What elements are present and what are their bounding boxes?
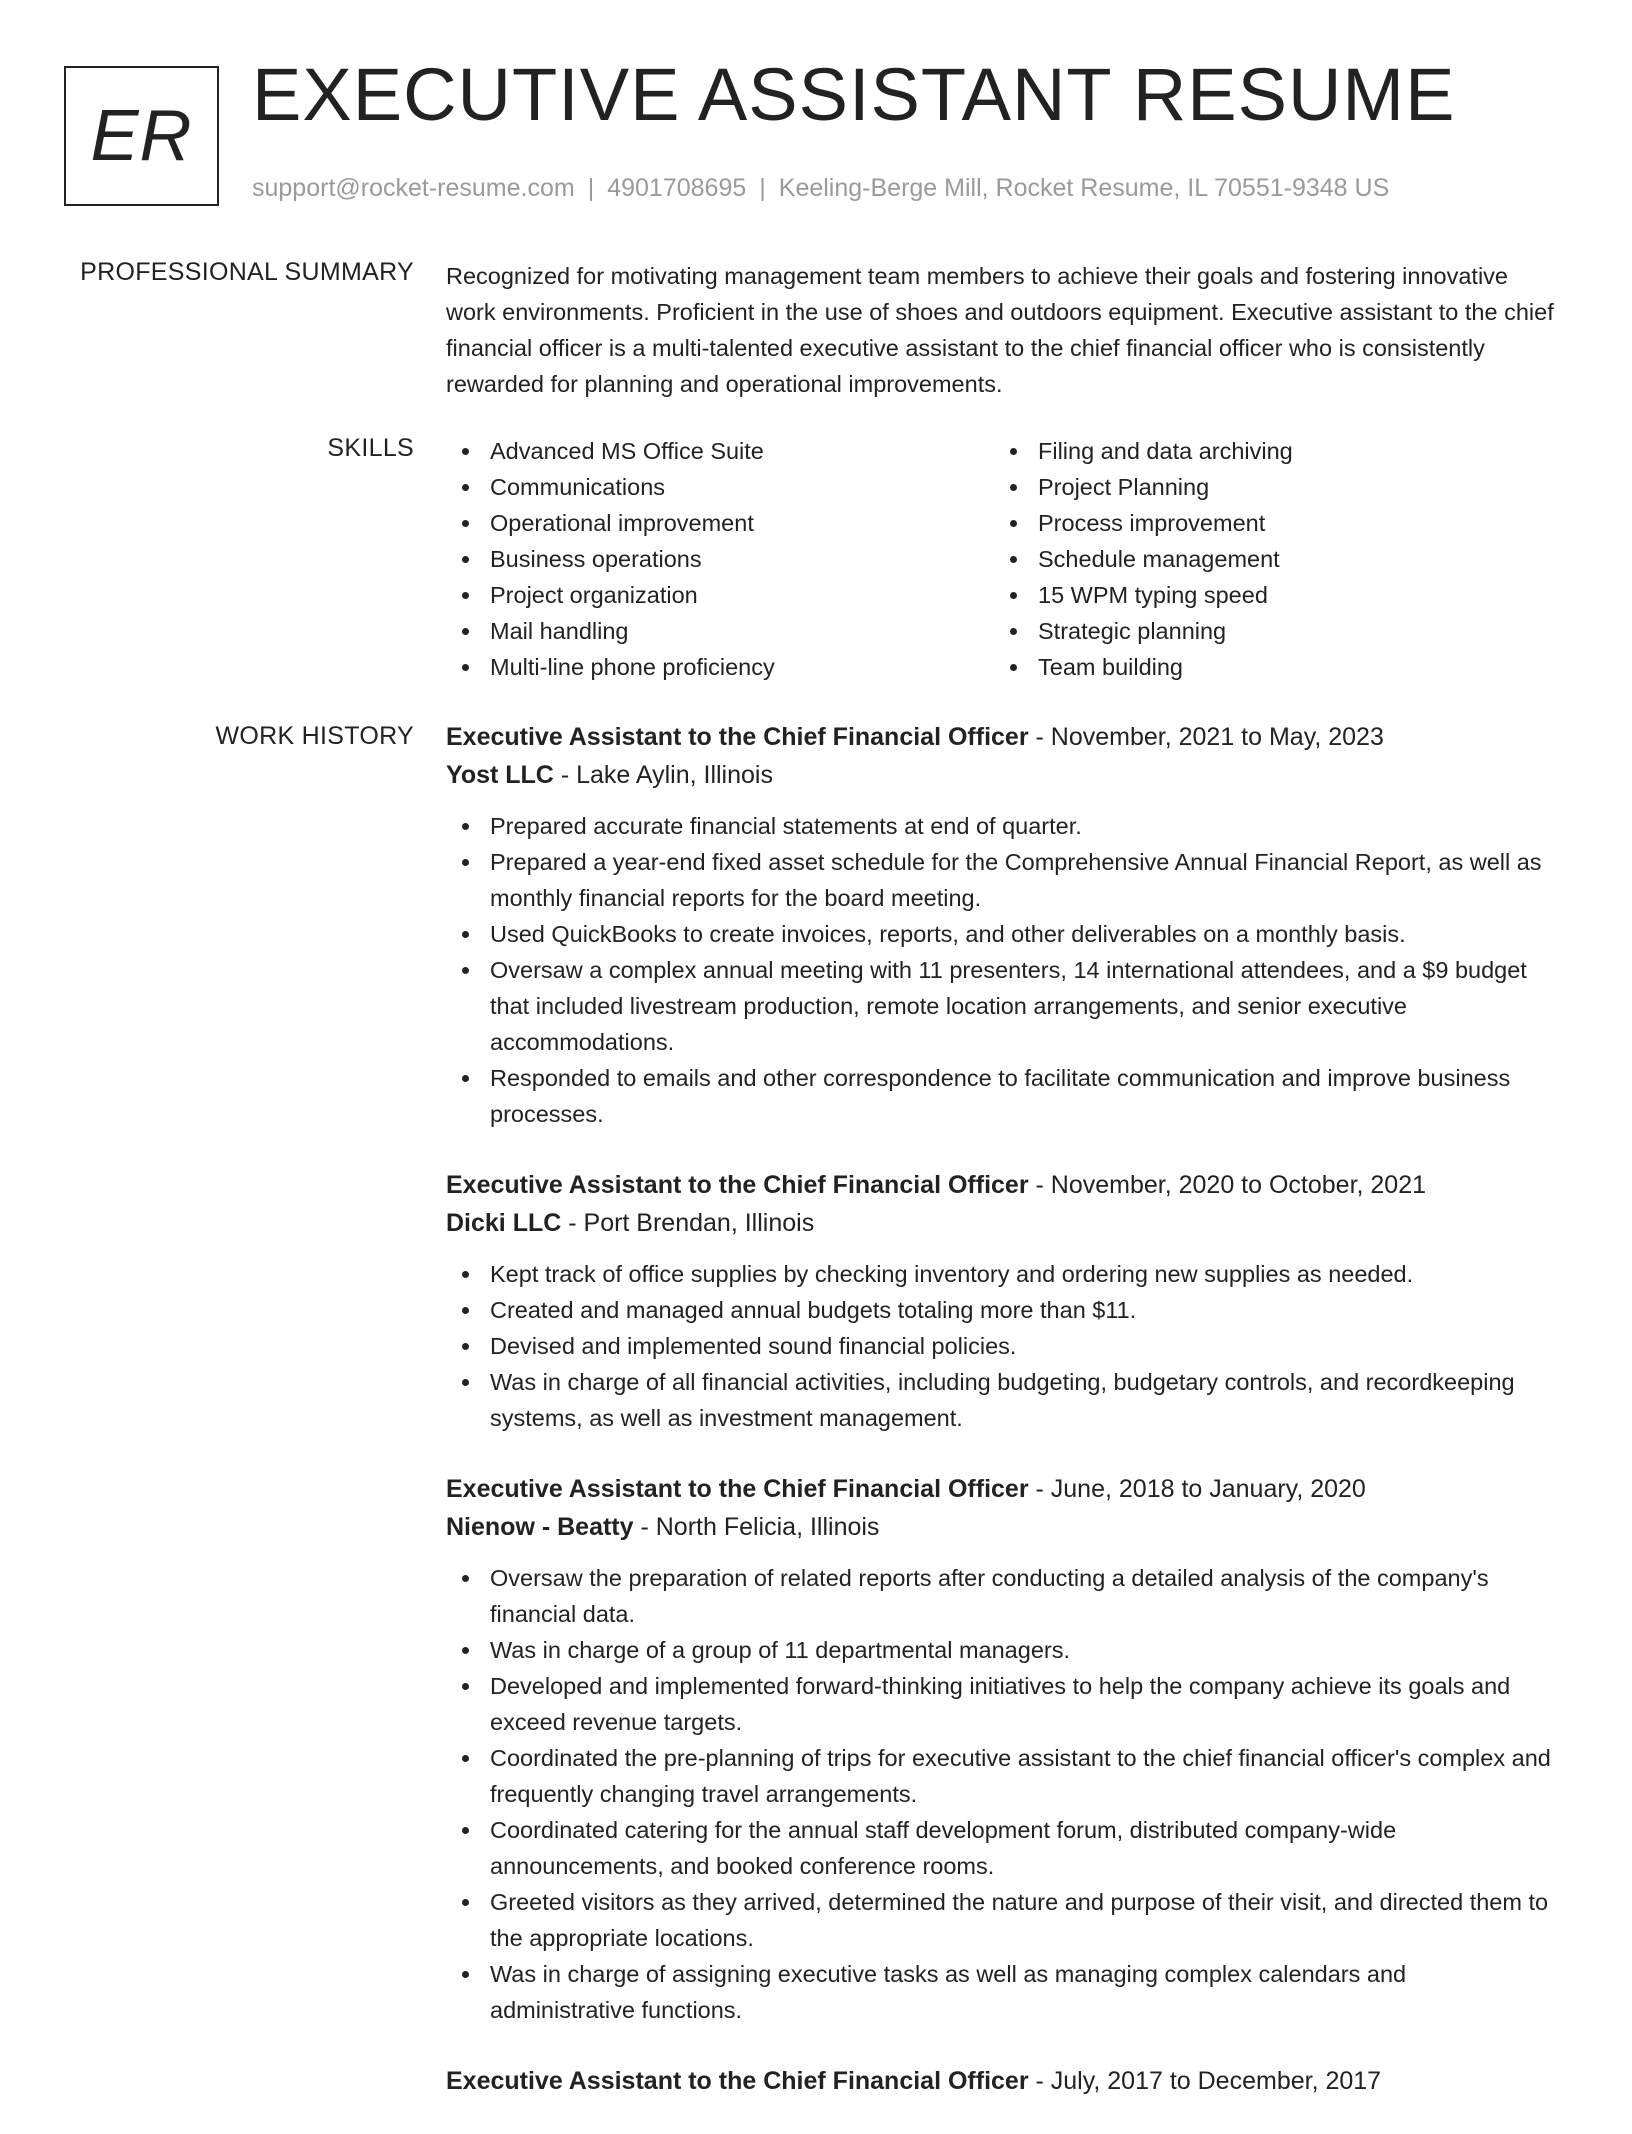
email-link[interactable]: support@rocket-resume.com: [252, 174, 575, 202]
job-bullet: Coordinated catering for the annual staff development forum, distributed company-wide announcements, and booked conference rooms.: [446, 1812, 1554, 1884]
job-bullet: Prepared accurate financial statements at end of quarter.: [446, 808, 1554, 844]
job-entry: [446, 1166, 1554, 1436]
company-line: [446, 1508, 1554, 1546]
job-bullet: Devised and implemented sound financial policies.: [446, 1328, 1554, 1364]
job-bullet: Was in charge of assigning executive tasks as well as managing complex calendars and administrative functions.: [446, 1956, 1554, 2028]
job-bullet: Responded to emails and other correspondence to facilitate communication and improve business processes.: [446, 1060, 1554, 1132]
monogram-logo: [64, 66, 219, 206]
job-title: Executive Assistant to the Chief Financial Officer: [446, 723, 1029, 751]
work-history-heading: WORK HISTORY: [215, 722, 414, 750]
skill-item: Project Planning: [994, 469, 1542, 505]
job-title: Executive Assistant to the Chief Financial Officer: [446, 2067, 1029, 2095]
job-bullet: Was in charge of a group of 11 departmental managers.: [446, 1632, 1554, 1668]
skill-item: 15 WPM typing speed: [994, 577, 1542, 613]
summary-heading: PROFESSIONAL SUMMARY: [80, 258, 414, 286]
job-bullet: Coordinated the pre-planning of trips for executive assistant to the chief financial officer's complex and frequently changing travel arrangements.: [446, 1740, 1554, 1812]
job-bullet: Used QuickBooks to create invoices, reports, and other deliverables on a monthly basis.: [446, 916, 1554, 952]
skills-section: [446, 433, 1554, 685]
job-dates: - November, 2021 to May, 2023: [1028, 723, 1384, 751]
company-line: [446, 756, 1554, 794]
company-location: - Port Brendan, Illinois: [561, 1209, 815, 1237]
skill-item: Mail handling: [446, 613, 994, 649]
skill-item: Process improvement: [994, 505, 1542, 541]
company-line: [446, 1204, 1554, 1242]
skill-item: Project organization: [446, 577, 994, 613]
skills-list-left: [446, 433, 994, 685]
skill-item: Strategic planning: [994, 613, 1542, 649]
skill-item: Filing and data archiving: [994, 433, 1542, 469]
job-bullet: Oversaw the preparation of related reports after conducting a detailed analysis of the company's financial data.: [446, 1560, 1554, 1632]
job-title-line: [446, 1166, 1554, 1204]
job-title-line: [446, 718, 1554, 756]
skill-item: Schedule management: [994, 541, 1542, 577]
summary-section: [446, 258, 1554, 402]
skills-list-right: [994, 433, 1542, 685]
company-location: - North Felicia, Illinois: [633, 1513, 880, 1541]
contact-separator: |: [587, 174, 595, 202]
address-text: Keeling-Berge Mill, Rocket Resume, IL 70551-9348 US: [778, 174, 1390, 202]
job-bullet: Prepared a year-end fixed asset schedule for the Comprehensive Annual Financial Report, as well as monthly financial reports for the board meeting.: [446, 844, 1554, 916]
contact-separator: |: [759, 174, 766, 202]
skill-item: Operational improvement: [446, 505, 994, 541]
job-bullet: Developed and implemented forward-thinking initiatives to help the company achieve its goals and exceed revenue targets.: [446, 1668, 1554, 1740]
job-title-line: [446, 1470, 1554, 1508]
job-title-line: [446, 2062, 1554, 2100]
skill-item: Team building: [994, 649, 1542, 685]
skill-item: Business operations: [446, 541, 994, 577]
job-entry: [446, 2062, 1554, 2100]
company-name: Nienow - Beatty: [446, 1513, 634, 1541]
company-name: Yost LLC: [446, 761, 554, 789]
job-entry: [446, 718, 1554, 1132]
company-name: Dicki LLC: [446, 1209, 562, 1237]
summary-text: Recognized for motivating management team members to achieve their goals and fostering innovative work environments. Proficient in the use of shoes and outdoors equipment. Executive assistant to the chief financial officer is a multi-talented executive assistant to the chief financial officer who is consistently rewarded for planning and operational improvements.: [446, 263, 1554, 397]
phone-text: 4901708695: [607, 174, 747, 202]
job-dates: - November, 2020 to October, 2021: [1028, 1171, 1427, 1199]
job-bullet: Greeted visitors as they arrived, determined the nature and purpose of their visit, and directed them to the appropriate locations.: [446, 1884, 1554, 1956]
skill-item: Advanced MS Office Suite: [446, 433, 994, 469]
job-title: Executive Assistant to the Chief Financial Officer: [446, 1475, 1029, 1503]
job-bullet: Was in charge of all financial activities, including budgeting, budgetary controls, and recordkeeping systems, as well as investment management.: [446, 1364, 1554, 1436]
skill-item: Communications: [446, 469, 994, 505]
skills-heading: SKILLS: [327, 434, 414, 462]
company-location: - Lake Aylin, Illinois: [553, 761, 773, 789]
job-bullets: [446, 1560, 1554, 2028]
job-bullet: Created and managed annual budgets totaling more than $11.: [446, 1292, 1554, 1328]
monogram-text: ER: [90, 96, 193, 176]
page-title: EXECUTIVE ASSISTANT RESUME: [252, 53, 1456, 136]
work-history-section: [446, 718, 1554, 2134]
job-bullets: [446, 808, 1554, 1132]
job-bullet: Oversaw a complex annual meeting with 11 presenters, 14 international attendees, and a $9 budget that included livestream production, remote location arrangements, and senior executive accommodations.: [446, 952, 1554, 1060]
job-bullets: [446, 1256, 1554, 1436]
job-entry: [446, 1470, 1554, 2028]
contact-line: [252, 174, 1389, 203]
skill-item: Multi-line phone proficiency: [446, 649, 994, 685]
job-dates: - June, 2018 to January, 2020: [1028, 1475, 1366, 1503]
job-dates: - July, 2017 to December, 2017: [1028, 2067, 1382, 2095]
job-title: Executive Assistant to the Chief Financial Officer: [446, 1171, 1029, 1199]
job-bullet: Kept track of office supplies by checking inventory and ordering new supplies as needed.: [446, 1256, 1554, 1292]
